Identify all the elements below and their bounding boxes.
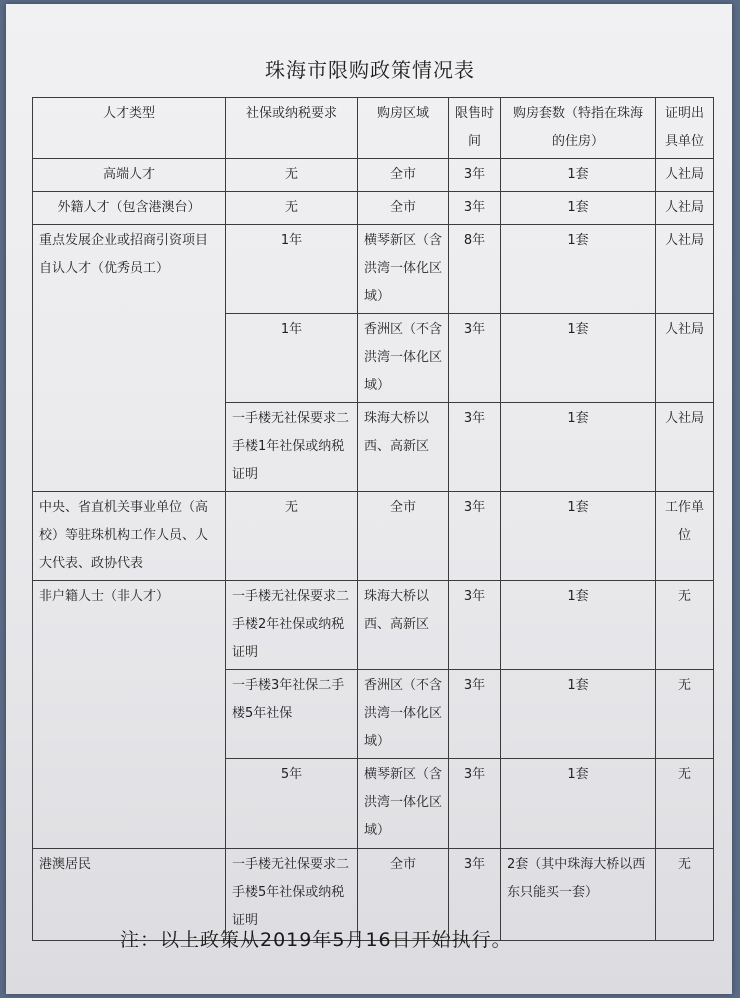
requirement-cell: 无 xyxy=(226,492,358,581)
limit-cell: 3年 xyxy=(449,492,501,581)
header-row xyxy=(33,98,714,159)
count-cell: 1套 xyxy=(501,492,656,581)
talent-type-cell: 重点发展企业或招商引资项目自认人才（优秀员工） xyxy=(33,225,226,492)
area-cell: 全市 xyxy=(358,159,449,192)
requirement-cell: 无 xyxy=(226,159,358,192)
unit-cell: 人社局 xyxy=(656,192,714,225)
requirement-cell: 1年 xyxy=(226,314,358,403)
area-cell: 全市 xyxy=(358,192,449,225)
limit-cell: 3年 xyxy=(449,314,501,403)
count-cell: 1套 xyxy=(501,314,656,403)
header-talent-type: 人才类型 xyxy=(33,98,226,159)
limit-cell: 3年 xyxy=(449,159,501,192)
table-row xyxy=(33,159,714,192)
talent-type-cell: 港澳居民 xyxy=(33,849,226,941)
count-cell: 1套 xyxy=(501,670,656,759)
requirement-cell: 无 xyxy=(226,192,358,225)
limit-cell: 3年 xyxy=(449,759,501,849)
limit-cell: 3年 xyxy=(449,670,501,759)
requirement-cell: 一手楼无社保要求二手楼5年社保或纳税证明 xyxy=(226,849,358,941)
unit-cell: 无 xyxy=(656,849,714,941)
effective-date-note: 注：以上政策从2019年5月16日开始执行。 xyxy=(120,929,512,951)
count-cell: 1套 xyxy=(501,225,656,314)
unit-cell: 工作单位 xyxy=(656,492,714,581)
unit-cell: 无 xyxy=(656,670,714,759)
requirement-cell: 一手楼3年社保二手楼5年社保 xyxy=(226,670,358,759)
unit-cell: 人社局 xyxy=(656,225,714,314)
area-cell: 横琴新区（含洪湾一体化区域） xyxy=(358,225,449,314)
area-cell: 香洲区（不含洪湾一体化区域） xyxy=(358,314,449,403)
policy-table xyxy=(32,97,714,941)
header-purchase-area: 购房区域 xyxy=(358,98,449,159)
area-cell: 全市 xyxy=(358,849,449,941)
header-unit-count: 购房套数（特指在珠海的住房） xyxy=(501,98,656,159)
limit-cell: 3年 xyxy=(449,403,501,492)
unit-cell: 无 xyxy=(656,759,714,849)
area-cell: 珠海大桥以西、高新区 xyxy=(358,403,449,492)
talent-type-cell: 中央、省直机关事业单位（高校）等驻珠机构工作人员、人大代表、政协代表 xyxy=(33,492,226,581)
area-cell: 香洲区（不含洪湾一体化区域） xyxy=(358,670,449,759)
table-row xyxy=(33,225,714,314)
talent-type-cell: 外籍人才（包含港澳台） xyxy=(33,192,226,225)
count-cell: 1套 xyxy=(501,159,656,192)
count-cell: 1套 xyxy=(501,581,656,670)
requirement-cell: 5年 xyxy=(226,759,358,849)
count-cell: 2套（其中珠海大桥以西东只能买一套） xyxy=(501,849,656,941)
header-social-security: 社保或纳税要求 xyxy=(226,98,358,159)
unit-cell: 人社局 xyxy=(656,403,714,492)
table-row xyxy=(33,192,714,225)
table-row xyxy=(33,581,714,670)
talent-type-cell: 高端人才 xyxy=(33,159,226,192)
area-cell: 横琴新区（含洪湾一体化区域） xyxy=(358,759,449,849)
count-cell: 1套 xyxy=(501,759,656,849)
header-certifying-unit: 证明出具单位 xyxy=(656,98,714,159)
unit-cell: 人社局 xyxy=(656,159,714,192)
area-cell: 珠海大桥以西、高新区 xyxy=(358,581,449,670)
talent-type-cell: 非户籍人士（非人才） xyxy=(33,581,226,849)
header-resale-limit: 限售时间 xyxy=(449,98,501,159)
area-cell: 全市 xyxy=(358,492,449,581)
requirement-cell: 一手楼无社保要求二手楼1年社保或纳税证明 xyxy=(226,403,358,492)
table-row xyxy=(33,492,714,581)
limit-cell: 3年 xyxy=(449,581,501,670)
count-cell: 1套 xyxy=(501,403,656,492)
limit-cell: 8年 xyxy=(449,225,501,314)
limit-cell: 3年 xyxy=(449,192,501,225)
limit-cell: 3年 xyxy=(449,849,501,941)
unit-cell: 人社局 xyxy=(656,314,714,403)
count-cell: 1套 xyxy=(501,192,656,225)
unit-cell: 无 xyxy=(656,581,714,670)
requirement-cell: 一手楼无社保要求二手楼2年社保或纳税证明 xyxy=(226,581,358,670)
requirement-cell: 1年 xyxy=(226,225,358,314)
page-title: 珠海市限购政策情况表 xyxy=(265,58,475,82)
